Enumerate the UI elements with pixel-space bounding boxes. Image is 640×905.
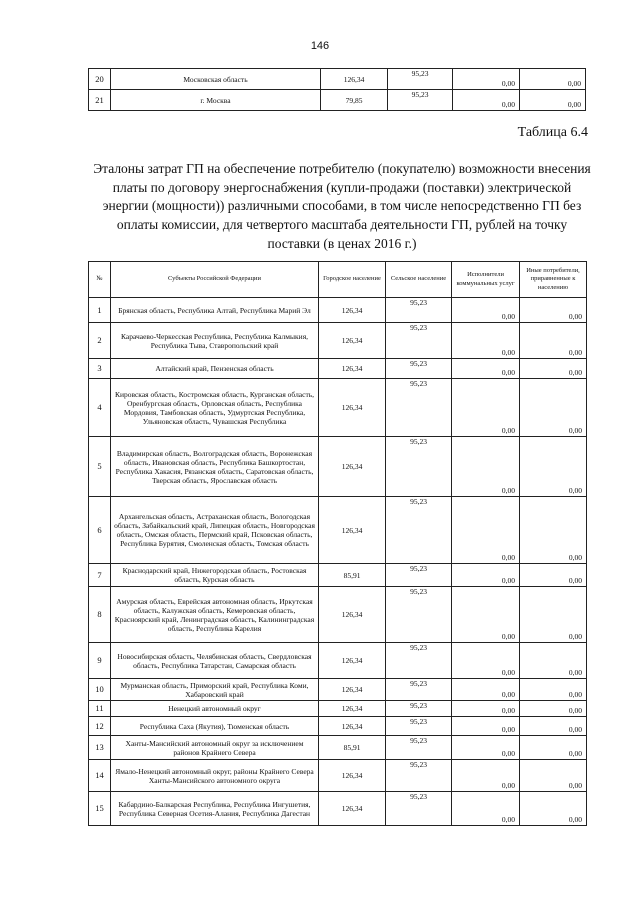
urban-value: 126,34 xyxy=(319,679,386,701)
rural-value: 95,23 xyxy=(386,379,452,437)
row-number: 5 xyxy=(89,437,111,497)
table-row xyxy=(89,701,587,717)
header-urban: Городское население xyxy=(319,262,386,298)
subject-name: Ненецкий автономный округ xyxy=(111,701,319,717)
subject-name: Брянская область, Республика Алтай, Республика Марий Эл xyxy=(111,298,319,323)
subject-name: Московская область xyxy=(111,69,321,90)
row-number: 4 xyxy=(89,379,111,437)
other-value: 0,00 xyxy=(520,497,587,564)
continuation-table xyxy=(88,68,586,111)
table-row xyxy=(89,298,587,323)
other-value: 0,00 xyxy=(520,717,587,736)
urban-value: 126,34 xyxy=(319,792,386,826)
rural-value: 95,23 xyxy=(386,736,452,760)
utilities-value: 0,00 xyxy=(452,717,520,736)
urban-value: 126,34 xyxy=(319,760,386,792)
header-subject: Субъекты Российской Федерации xyxy=(111,262,319,298)
utilities-value: 0,00 xyxy=(452,437,520,497)
other-value: 0,00 xyxy=(520,679,587,701)
subject-name: Ямало-Ненецкий автономный округ, районы Крайнего Севера Ханты-Мансийского автономного округа xyxy=(111,760,319,792)
utilities-value: 0,00 xyxy=(452,587,520,643)
utilities-value: 0,00 xyxy=(452,564,520,587)
table-header-row xyxy=(89,262,587,298)
utilities-value: 0,00 xyxy=(452,701,520,717)
utilities-value: 0,00 xyxy=(452,323,520,359)
table-row xyxy=(89,679,587,701)
urban-value: 126,34 xyxy=(319,359,386,379)
table-row xyxy=(89,497,587,564)
subject-name: Владимирская область, Волгоградская область, Воронежская область, Ивановская область, Республика Башкортостан, Республика Хакасия, Рязанская область, Саратовская область, Тверская область, Ярославская область xyxy=(111,437,319,497)
row-number: 9 xyxy=(89,643,111,679)
urban-value: 126,34 xyxy=(319,437,386,497)
urban-value: 126,34 xyxy=(319,379,386,437)
utilities-value: 0,00 xyxy=(452,760,520,792)
row-number: 1 xyxy=(89,298,111,323)
page-number: 146 xyxy=(310,40,330,52)
subject-name: Амурская область, Еврейская автономная область, Иркутская область, Калужская область, Кемеровская область, Красноярский край, Ленинградская область, Калининградская область, Республика Карелия xyxy=(111,587,319,643)
urban-value: 126,34 xyxy=(321,69,388,90)
subject-name: Ханты-Мансийский автономный округ за исключением районов Крайнего Севера xyxy=(111,736,319,760)
utilities-value: 0,00 xyxy=(452,379,520,437)
rural-value: 95,23 xyxy=(388,69,453,90)
urban-value: 126,34 xyxy=(319,323,386,359)
row-number: 7 xyxy=(89,564,111,587)
header-other: Иные потребители, приравненные к населению xyxy=(520,262,587,298)
other-value: 0,00 xyxy=(520,736,587,760)
table-label: Таблица 6.4 xyxy=(517,125,588,140)
rural-value: 95,23 xyxy=(386,679,452,701)
row-number: 13 xyxy=(89,736,111,760)
other-value: 0,00 xyxy=(520,359,587,379)
other-value: 0,00 xyxy=(520,643,587,679)
subject-name: Краснодарский край, Нижегородская область, Ростовская область, Курская область xyxy=(111,564,319,587)
urban-value: 126,34 xyxy=(319,643,386,679)
row-number: 8 xyxy=(89,587,111,643)
utilities-value: 0,00 xyxy=(452,359,520,379)
other-value: 0,00 xyxy=(520,587,587,643)
urban-value: 126,34 xyxy=(319,497,386,564)
utilities-value: 0,00 xyxy=(453,69,520,90)
rural-value: 95,23 xyxy=(388,90,453,111)
urban-value: 79,85 xyxy=(321,90,388,111)
table-row xyxy=(89,379,587,437)
row-number: 6 xyxy=(89,497,111,564)
row-number: 20 xyxy=(89,69,111,90)
rural-value: 95,23 xyxy=(386,792,452,826)
rural-value: 95,23 xyxy=(386,701,452,717)
utilities-value: 0,00 xyxy=(452,298,520,323)
subject-name: Кабардино-Балкарская Республика, Республика Ингушетия, Республика Северная Осетия-Алания, Республика Дагестан xyxy=(111,792,319,826)
rural-value: 95,23 xyxy=(386,323,452,359)
continuation-row xyxy=(89,90,586,111)
table-row xyxy=(89,792,587,826)
table-row xyxy=(89,359,587,379)
urban-value: 126,34 xyxy=(319,717,386,736)
row-number: 14 xyxy=(89,760,111,792)
urban-value: 126,34 xyxy=(319,587,386,643)
utilities-value: 0,00 xyxy=(452,792,520,826)
subject-name: Карачаево-Черкесская Республика, Республика Калмыкия, Республика Тыва, Ставропольский край xyxy=(111,323,319,359)
subject-name: Архангельская область, Астраханская область, Вологодская область, Забайкальский край, Липецкая область, Новгородская область, Омская область, Пермский край, Псковская область, Республика Бурятия, Смоленская область, Томская область xyxy=(111,497,319,564)
table-row xyxy=(89,323,587,359)
table-row xyxy=(89,736,587,760)
table-row xyxy=(89,437,587,497)
other-value: 0,00 xyxy=(520,69,586,90)
other-value: 0,00 xyxy=(520,90,586,111)
continuation-row xyxy=(89,69,586,90)
row-number: 3 xyxy=(89,359,111,379)
row-number: 12 xyxy=(89,717,111,736)
utilities-value: 0,00 xyxy=(452,679,520,701)
row-number: 15 xyxy=(89,792,111,826)
urban-value: 126,34 xyxy=(319,298,386,323)
rural-value: 95,23 xyxy=(386,760,452,792)
table-row xyxy=(89,564,587,587)
subject-name: Республика Саха (Якутия), Тюменская область xyxy=(111,717,319,736)
rural-value: 95,23 xyxy=(386,497,452,564)
rural-value: 95,23 xyxy=(386,564,452,587)
rural-value: 95,23 xyxy=(386,437,452,497)
row-number: 10 xyxy=(89,679,111,701)
table-row xyxy=(89,717,587,736)
row-number: 2 xyxy=(89,323,111,359)
table-row xyxy=(89,760,587,792)
subject-name: Кировская область, Костромская область, Курганская область, Оренбургская область, Орловская область, Республика Мордовия, Тамбовская область, Удмуртская Республика, Ульяновская область, Чувашская Республика xyxy=(111,379,319,437)
urban-value: 85,91 xyxy=(319,564,386,587)
rural-value: 95,23 xyxy=(386,717,452,736)
other-value: 0,00 xyxy=(520,701,587,717)
other-value: 0,00 xyxy=(520,323,587,359)
table-row xyxy=(89,643,587,679)
other-value: 0,00 xyxy=(520,564,587,587)
urban-value: 126,34 xyxy=(319,701,386,717)
table-title: Эталоны затрат ГП на обеспечение потребителю (покупателю) возможности внесения платы по договору энергоснабжения (купли-продажи (поставки) электрической энергии (мощности)) различными способами, в том числе непосредственно ГП без оплаты комиссии, для четвертого масштаба деятельности ГП, рублей на точку поставки (в ценах 2016 г.) xyxy=(93,161,591,251)
tariff-table xyxy=(88,261,587,826)
subject-name: г. Москва xyxy=(111,90,321,111)
rural-value: 95,23 xyxy=(386,643,452,679)
header-num: № xyxy=(89,262,111,298)
rural-value: 95,23 xyxy=(386,359,452,379)
other-value: 0,00 xyxy=(520,298,587,323)
row-number: 21 xyxy=(89,90,111,111)
utilities-value: 0,00 xyxy=(452,497,520,564)
rural-value: 95,23 xyxy=(386,587,452,643)
row-number: 11 xyxy=(89,701,111,717)
urban-value: 85,91 xyxy=(319,736,386,760)
utilities-value: 0,00 xyxy=(453,90,520,111)
subject-name: Алтайский край, Пензенская область xyxy=(111,359,319,379)
other-value: 0,00 xyxy=(520,437,587,497)
header-utilities: Исполнители коммунальных услуг xyxy=(452,262,520,298)
other-value: 0,00 xyxy=(520,379,587,437)
header-rural: Сельское население xyxy=(386,262,452,298)
subject-name: Мурманская область, Приморский край, Республика Коми, Хабаровский край xyxy=(111,679,319,701)
subject-name: Новосибирская область, Челябинская область, Свердловская область, Республика Татарстан, Самарская область xyxy=(111,643,319,679)
utilities-value: 0,00 xyxy=(452,643,520,679)
rural-value: 95,23 xyxy=(386,298,452,323)
utilities-value: 0,00 xyxy=(452,736,520,760)
table-row xyxy=(89,587,587,643)
other-value: 0,00 xyxy=(520,760,587,792)
other-value: 0,00 xyxy=(520,792,587,826)
